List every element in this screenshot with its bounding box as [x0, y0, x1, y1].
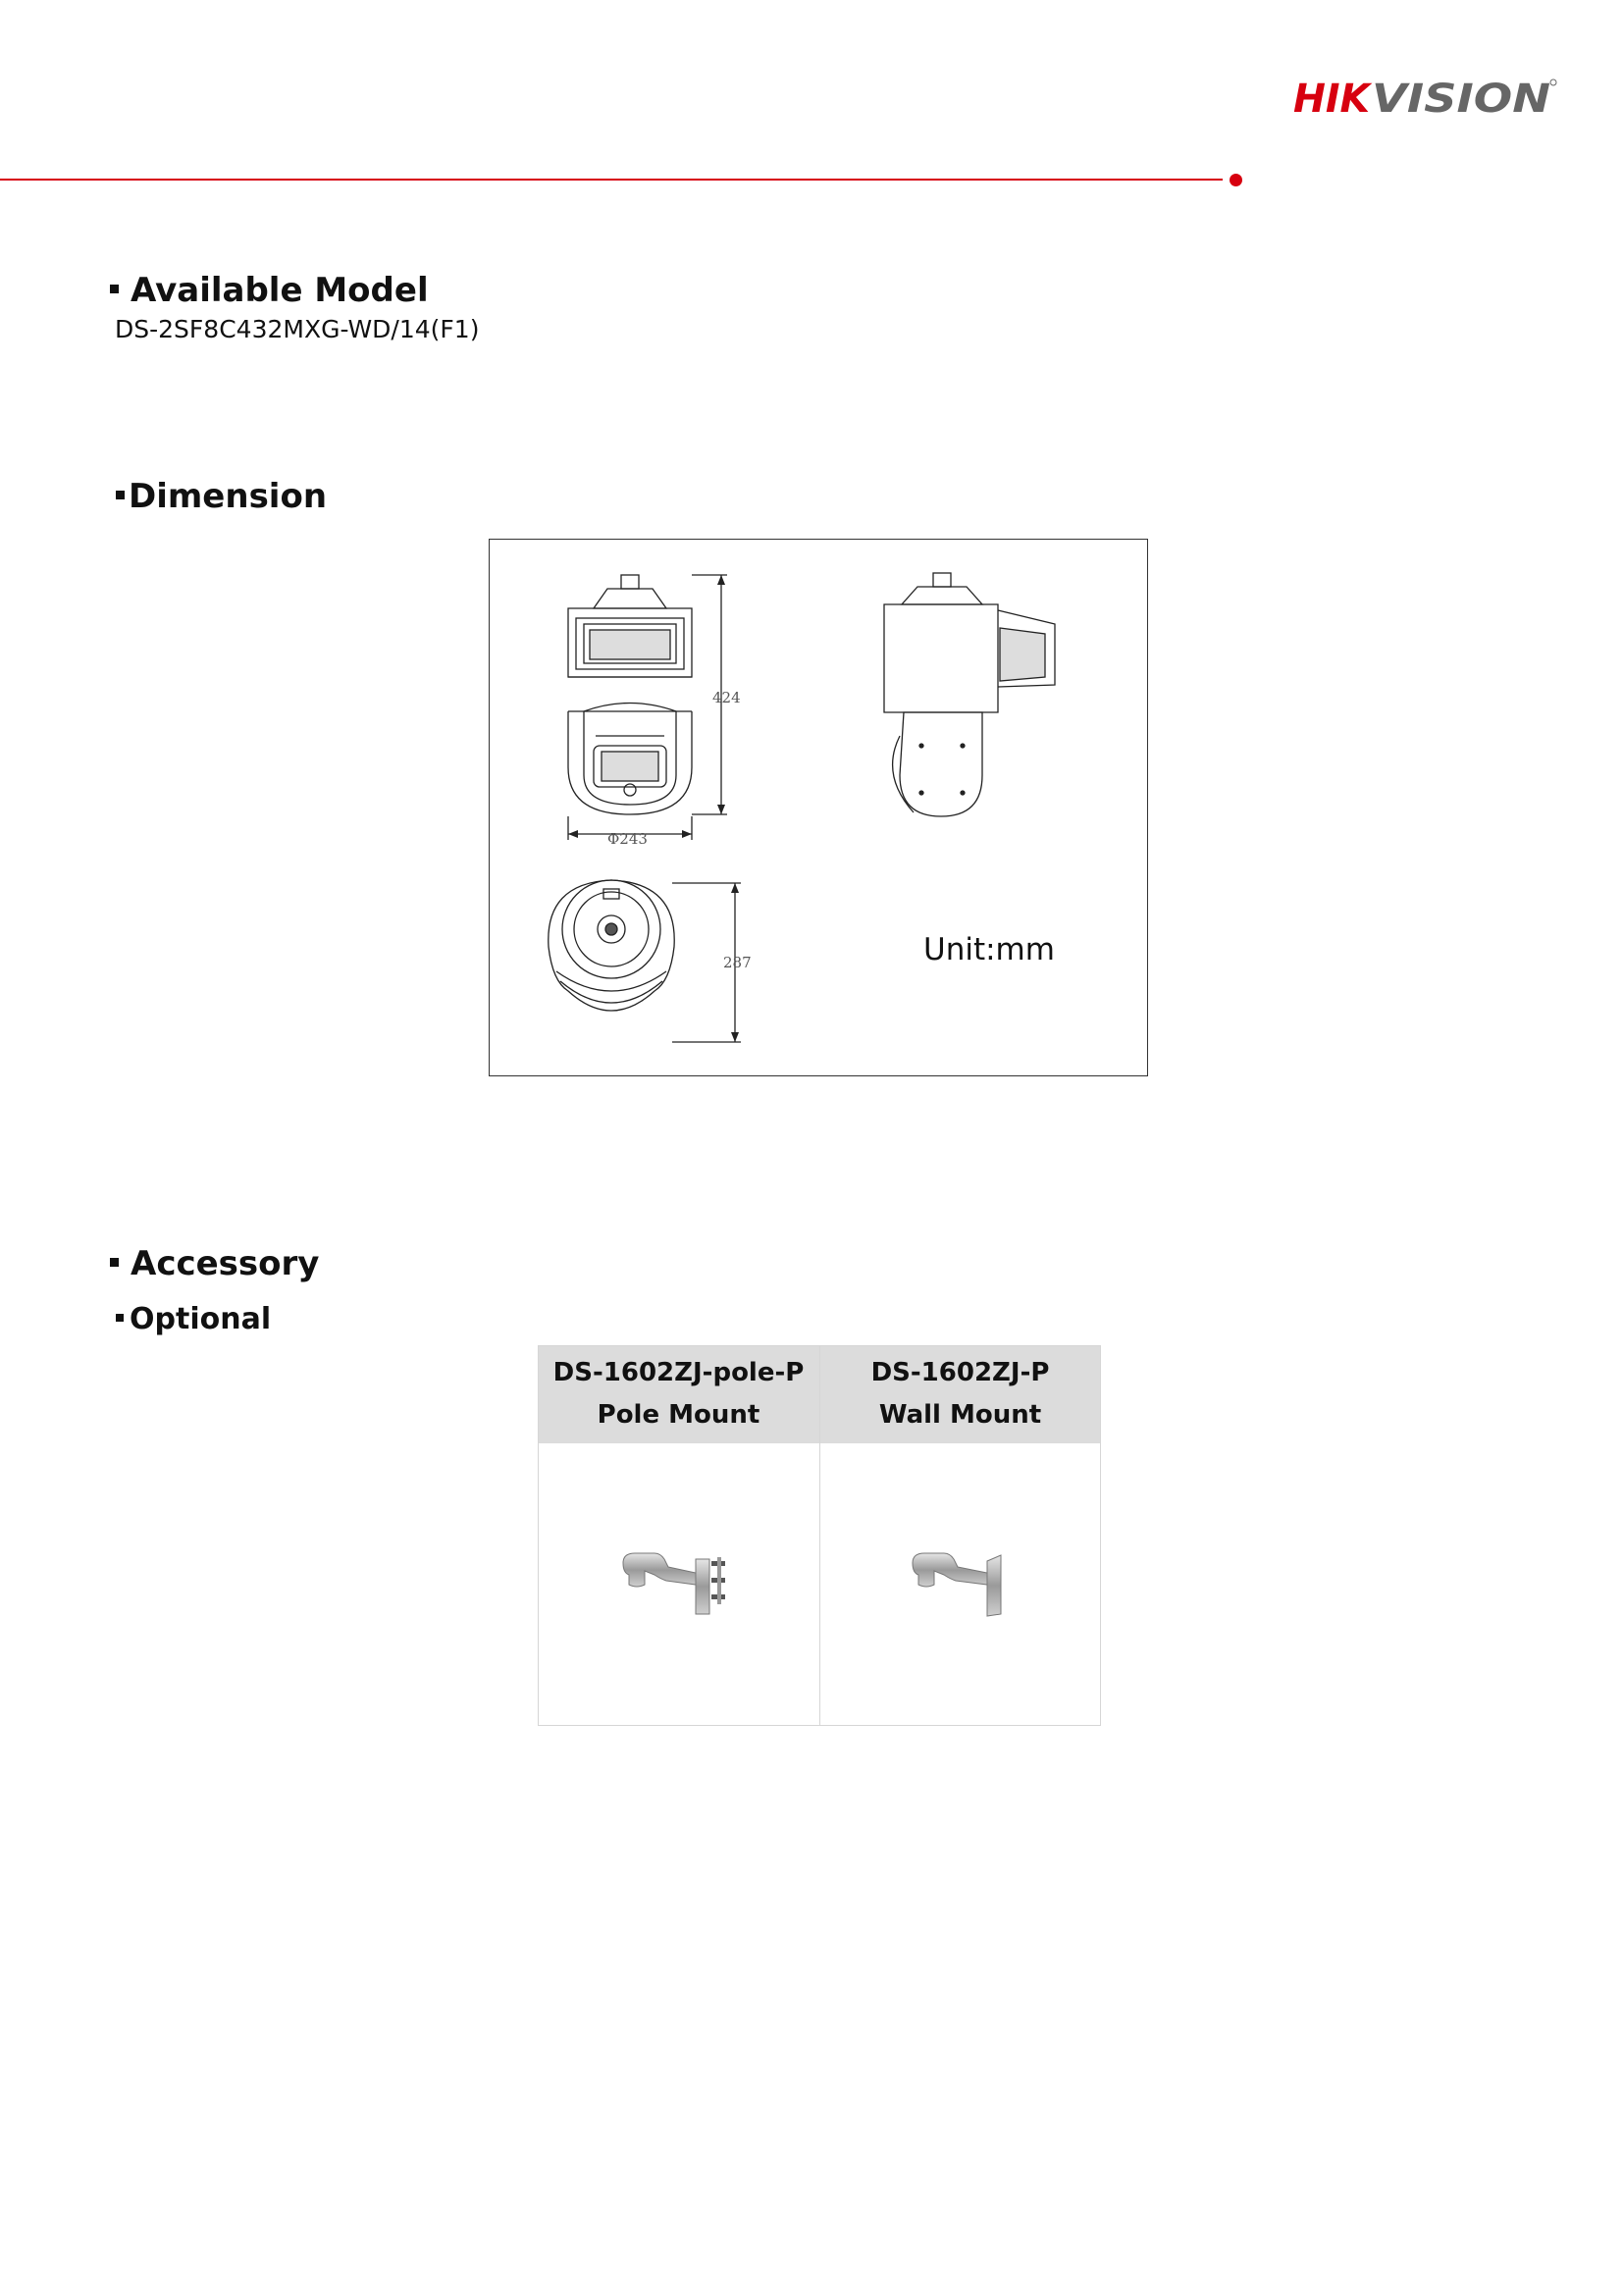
accessory-heading: Accessory [110, 1244, 319, 1283]
height-label: 424 [712, 689, 741, 706]
dimension-drawing [490, 540, 1149, 1077]
diameter-label: Φ243 [607, 830, 648, 848]
accessory-table [538, 1345, 1101, 1726]
dimension-drawing-box [489, 539, 1148, 1076]
pole-mount-bracket-icon [615, 1545, 743, 1624]
unit-label: Unit:mm [923, 932, 1055, 967]
accessory-name: Wall Mount [878, 1400, 1042, 1430]
optional-heading: Optional [116, 1302, 271, 1337]
model-number: DS-2SF8C432MXG-WD/14(F1) [115, 315, 480, 343]
top-view-drawing [549, 880, 674, 1011]
bullet-icon [110, 285, 119, 293]
svg-text:VISION: VISION [1372, 77, 1550, 122]
svg-text:HIK: HIK [1293, 77, 1373, 122]
accessory-header-cell [820, 1346, 1100, 1443]
dimension-heading: Dimension [116, 477, 327, 516]
header-rule [0, 179, 1223, 181]
side-view-drawing [884, 573, 1055, 816]
wall-mount-bracket-icon [907, 1545, 1015, 1624]
header-rule-dot [1230, 174, 1242, 186]
accessory-image-cell [820, 1443, 1100, 1725]
available-model-heading: Available Model [110, 271, 429, 310]
bullet-icon [116, 1314, 124, 1322]
hikvision-logo [1293, 73, 1558, 124]
accessory-column [819, 1346, 1100, 1725]
depth-label: 287 [723, 954, 752, 971]
accessory-model: DS-1602ZJ-P [870, 1358, 1050, 1387]
front-view-drawing [568, 575, 692, 814]
accessory-image-cell [539, 1443, 818, 1725]
accessory-model: DS-1602ZJ-pole-P [552, 1358, 805, 1387]
accessory-column [539, 1346, 818, 1725]
accessory-name: Pole Mount [597, 1400, 760, 1430]
accessory-header-cell [539, 1346, 818, 1443]
bullet-icon [116, 491, 125, 499]
bullet-icon [110, 1258, 119, 1267]
